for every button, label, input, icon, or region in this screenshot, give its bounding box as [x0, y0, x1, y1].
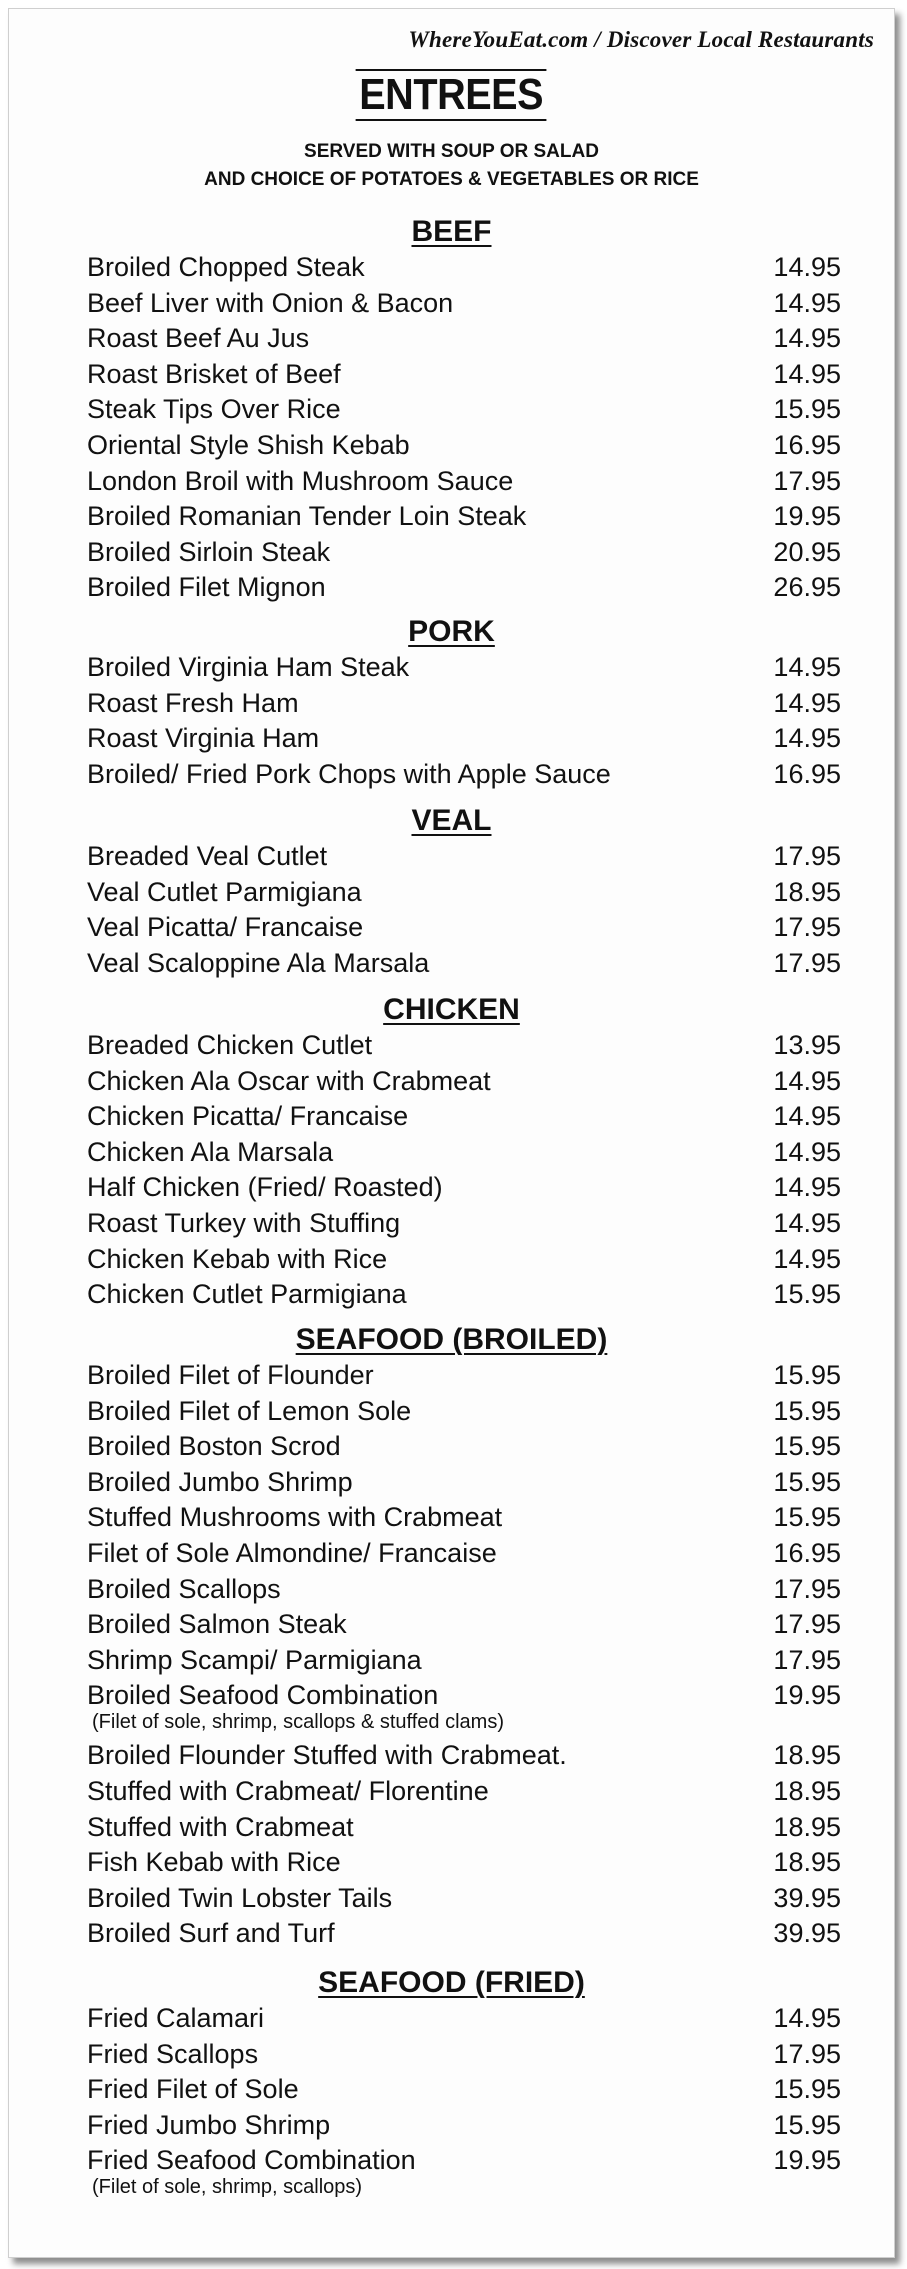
- menu-item-price: 16.95: [773, 758, 841, 789]
- menu-item-price: 17.95: [773, 465, 841, 496]
- menu-item: [9, 1466, 894, 1502]
- menu-item-price: 16.95: [773, 1537, 841, 1568]
- menu-item-price: 15.95: [773, 2109, 841, 2140]
- section-heading: [9, 613, 894, 651]
- section-heading-text: CHICKEN: [383, 993, 520, 1026]
- menu-item: [9, 876, 894, 912]
- menu-item-name: Stuffed with Crabmeat/ Florentine: [87, 1775, 489, 1806]
- menu-item-price: 15.95: [773, 394, 841, 425]
- menu-item-name: Broiled Romanian Tender Loin Steak: [87, 501, 527, 532]
- menu-item-note: (Filet of sole, shrimp, scallops): [92, 2176, 363, 2199]
- menu-item-name: Chicken Picatta/ Francaise: [87, 1101, 409, 1132]
- menu-item-name: Chicken Ala Oscar with Crabmeat: [87, 1065, 491, 1096]
- menu-item-name: Chicken Cutlet Parmigiana: [87, 1279, 407, 1310]
- menu-item: [9, 393, 894, 429]
- menu-item-price: 19.95: [773, 2145, 841, 2176]
- menu-item-price: 15.95: [773, 1502, 841, 1533]
- menu-item: [9, 1775, 894, 1811]
- menu-item: [9, 1278, 894, 1314]
- menu-item-price: 14.95: [773, 687, 841, 718]
- menu-item-price: 17.95: [773, 912, 841, 943]
- menu-item-price: 15.95: [773, 1431, 841, 1462]
- menu-item: [9, 1811, 894, 1847]
- menu-item-price: 14.95: [773, 323, 841, 354]
- menu-item: [9, 2002, 894, 2038]
- menu-item: [9, 911, 894, 947]
- menu-item-name: Broiled Virginia Ham Steak: [87, 652, 410, 682]
- menu-item-name: Stuffed with Crabmeat: [87, 1811, 354, 1842]
- menu-page: [8, 8, 895, 2258]
- menu-item: [9, 2109, 894, 2145]
- menu-item-price: 13.95: [773, 1030, 841, 1060]
- subtitle-line-1: SERVED WITH SOUP OR SALAD: [304, 141, 599, 162]
- menu-item: [9, 2073, 894, 2109]
- menu-item-price: 39.95: [773, 1918, 841, 1949]
- menu-item-name: Broiled Surf and Turf: [87, 1918, 335, 1949]
- menu-item: [9, 2038, 894, 2074]
- menu-item-price: 17.95: [773, 1644, 841, 1675]
- menu-item: [9, 251, 894, 287]
- menu-item-price: 16.95: [773, 429, 841, 460]
- menu-item-name: Breaded Chicken Cutlet: [87, 1030, 373, 1060]
- menu-item-name: Fried Seafood Combination: [87, 2145, 416, 2176]
- section-heading-text: VEAL: [411, 804, 492, 837]
- menu-item: [9, 1882, 894, 1918]
- menu-item-price: 14.95: [773, 1136, 841, 1167]
- menu-item-price: 14.95: [773, 252, 841, 282]
- menu-item-note: (Filet of sole, shrimp, scallops & stuffed clams): [92, 1711, 504, 1734]
- menu-item-name: Broiled Seafood Combination: [87, 1680, 439, 1711]
- menu-item: [9, 429, 894, 465]
- menu-item: [9, 465, 894, 501]
- menu-item-name: Broiled/ Fried Pork Chops with Apple Sauce: [87, 758, 611, 789]
- menu-section: [9, 991, 894, 1314]
- menu-item-name: Broiled Twin Lobster Tails: [87, 1882, 393, 1913]
- menu-item-price: 14.95: [773, 723, 841, 754]
- menu-item-price: 18.95: [773, 1811, 841, 1842]
- site-watermark: WhereYouEat.com / Discover Local Restaurants: [408, 27, 874, 52]
- menu-item-price: 17.95: [773, 2038, 841, 2069]
- menu-item-name: Oriental Style Shish Kebab: [87, 429, 410, 460]
- subtitle: [9, 138, 894, 194]
- menu-section: [9, 1321, 894, 1953]
- menu-item-name: Roast Beef Au Jus: [87, 323, 310, 354]
- menu-item-price: 18.95: [773, 1740, 841, 1771]
- menu-item: [9, 651, 894, 687]
- menu-item-name: Broiled Chopped Steak: [87, 252, 365, 282]
- menu-item-price: 19.95: [773, 501, 841, 532]
- menu-item-price: 14.95: [773, 652, 841, 682]
- menu-item-price: 15.95: [773, 1279, 841, 1310]
- menu-item-name: Broiled Filet of Flounder: [87, 1360, 374, 1390]
- menu-item-name: Broiled Sirloin Steak: [87, 536, 331, 567]
- menu-item-price: 17.95: [773, 1573, 841, 1604]
- menu-item: [9, 1739, 894, 1775]
- menu-item-price: 18.95: [773, 1847, 841, 1878]
- menu-item: [9, 1917, 894, 1953]
- menu-item: [9, 840, 894, 876]
- section-heading-text: SEAFOOD (BROILED): [295, 1323, 608, 1356]
- menu-section: [9, 1964, 894, 2204]
- menu-item-price: 15.95: [773, 1360, 841, 1390]
- menu-item-name: Half Chicken (Fried/ Roasted): [87, 1172, 443, 1203]
- menu-item: [9, 1395, 894, 1431]
- menu-item-price: 14.95: [773, 1243, 841, 1274]
- menu-item-price: 17.95: [773, 1609, 841, 1640]
- menu-item-price: 39.95: [773, 1882, 841, 1913]
- menu-item: [9, 1243, 894, 1279]
- menu-item-price: 14.95: [773, 1065, 841, 1096]
- menu-item: [9, 1430, 894, 1466]
- menu-item-price: 14.95: [773, 287, 841, 318]
- menu-item-name: Broiled Flounder Stuffed with Crabmeat.: [87, 1740, 567, 1771]
- menu-item-name: Fried Scallops: [87, 2038, 259, 2069]
- section-heading: [9, 991, 894, 1029]
- menu-section: [9, 802, 894, 982]
- menu-item-name: Fried Jumbo Shrimp: [87, 2109, 331, 2140]
- section-heading-text: PORK: [408, 615, 495, 648]
- menu-item-name: Broiled Boston Scrod: [87, 1431, 341, 1462]
- menu-section: [9, 213, 894, 607]
- menu-item-price: 14.95: [773, 358, 841, 389]
- menu-item: [9, 500, 894, 536]
- menu-item-price: 18.95: [773, 1775, 841, 1806]
- menu-item-price: 14.95: [773, 1207, 841, 1238]
- menu-item: [9, 287, 894, 323]
- subtitle-line-2: AND CHOICE OF POTATOES & VEGETABLES OR RICE: [204, 169, 699, 190]
- menu-item-price: 15.95: [773, 2074, 841, 2105]
- menu-item: [9, 1100, 894, 1136]
- menu-item: [9, 2144, 894, 2204]
- menu-item: [9, 687, 894, 723]
- menu-item-name: Fried Calamari: [87, 2003, 265, 2033]
- menu-item-name: Beef Liver with Onion & Bacon: [87, 287, 454, 318]
- menu-item: [9, 1846, 894, 1882]
- menu-item: [9, 1573, 894, 1609]
- menu-item: [9, 947, 894, 983]
- section-heading: [9, 1321, 894, 1359]
- menu-item-name: Broiled Salmon Steak: [87, 1609, 347, 1640]
- menu-item-name: Stuffed Mushrooms with Crabmeat: [87, 1502, 503, 1533]
- menu-item-price: 17.95: [773, 947, 841, 978]
- menu-item: [9, 1207, 894, 1243]
- menu-item-name: Veal Picatta/ Francaise: [87, 912, 364, 943]
- menu-item-name: London Broil with Mushroom Sauce: [87, 465, 514, 496]
- menu-item-price: 18.95: [773, 876, 841, 907]
- menu-item-name: Steak Tips Over Rice: [87, 394, 341, 425]
- menu-item-price: 15.95: [773, 1395, 841, 1426]
- menu-item-price: 14.95: [773, 1172, 841, 1203]
- menu-item-name: Shrimp Scampi/ Parmigiana: [87, 1644, 422, 1675]
- menu-item: [9, 1608, 894, 1644]
- menu-item-name: Breaded Veal Cutlet: [87, 841, 328, 871]
- menu-item: [9, 758, 894, 794]
- title-wrap: [9, 69, 894, 121]
- menu-item-price: 14.95: [773, 2003, 841, 2033]
- menu-item-name: Fish Kebab with Rice: [87, 1847, 341, 1878]
- menu-item: [9, 1679, 894, 1739]
- menu-item-name: Roast Virginia Ham: [87, 723, 320, 754]
- menu-item: [9, 1644, 894, 1680]
- menu-item-price: 19.95: [773, 1680, 841, 1711]
- section-heading-text: SEAFOOD (FRIED): [318, 1966, 585, 1999]
- menu-item: [9, 1171, 894, 1207]
- section-heading: [9, 802, 894, 840]
- menu-item-name: Roast Brisket of Beef: [87, 358, 341, 389]
- menu-item: [9, 1029, 894, 1065]
- page-title: ENTREES: [356, 69, 547, 121]
- section-heading: [9, 1964, 894, 2002]
- menu-item-name: Filet of Sole Almondine/ Francaise: [87, 1537, 497, 1568]
- menu-item-name: Broiled Filet Mignon: [87, 572, 326, 603]
- menu-item-name: Veal Cutlet Parmigiana: [87, 876, 362, 907]
- menu-item: [9, 536, 894, 572]
- menu-item-price: 20.95: [773, 536, 841, 567]
- menu-item-name: Broiled Scallops: [87, 1573, 281, 1604]
- menu-item-name: Broiled Jumbo Shrimp: [87, 1466, 353, 1497]
- menu-item: [9, 322, 894, 358]
- menu-item-price: 17.95: [773, 841, 841, 871]
- menu-item-name: Roast Fresh Ham: [87, 687, 299, 718]
- menu-item: [9, 571, 894, 607]
- menu-item-name: Chicken Kebab with Rice: [87, 1243, 388, 1274]
- section-heading: [9, 213, 894, 251]
- menu-item-name: Chicken Ala Marsala: [87, 1136, 334, 1167]
- menu-section: [9, 613, 894, 793]
- menu-item: [9, 1537, 894, 1573]
- menu-item: [9, 1136, 894, 1172]
- menu-item: [9, 1359, 894, 1395]
- menu-item: [9, 722, 894, 758]
- menu-item-price: 26.95: [773, 572, 841, 603]
- menu-item-price: 15.95: [773, 1466, 841, 1497]
- menu-item-name: Broiled Filet of Lemon Sole: [87, 1395, 412, 1426]
- menu-item: [9, 1065, 894, 1101]
- menu-item-price: 14.95: [773, 1101, 841, 1132]
- menu-item-name: Roast Turkey with Stuffing: [87, 1207, 401, 1238]
- menu-item-name: Veal Scaloppine Ala Marsala: [87, 947, 430, 978]
- menu-item: [9, 1501, 894, 1537]
- menu-item: [9, 358, 894, 394]
- section-heading-text: BEEF: [411, 215, 492, 248]
- menu-item-name: Fried Filet of Sole: [87, 2074, 299, 2105]
